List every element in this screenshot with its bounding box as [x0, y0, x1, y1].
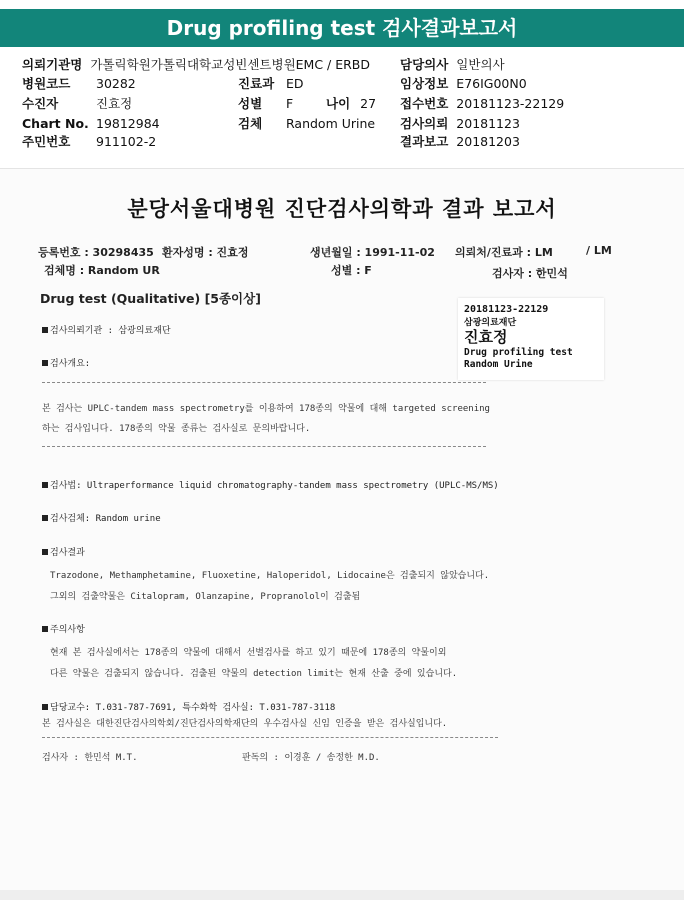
receipt-field: 접수번호 20181123-22129	[400, 96, 565, 111]
referral-dept: / LM	[586, 244, 612, 257]
bullet-square-icon	[42, 549, 48, 555]
referral: 의뢰처/진료과 : LM	[455, 246, 553, 259]
test-name: Drug test (Qualitative) [5종이상]	[40, 291, 261, 306]
bullet-square-icon	[42, 360, 48, 366]
tester-line: 검사자 : 한민석 M.T.	[42, 753, 138, 763]
bullet-square-icon	[42, 626, 48, 632]
divider	[42, 382, 486, 383]
notes-line-1: 현재 본 검사실에서는 178종의 약물에 대해서 선별검사를 하고 있기 때문에 178종의 약물이외	[50, 648, 447, 658]
req-date-field: 검사의뢰 20181123	[400, 116, 520, 131]
sticker-name: 진효정	[464, 328, 508, 346]
sticker-receipt: 20181123-22129	[464, 304, 549, 315]
overview-line-1: 본 검사는 UPLC-tandem mass spectrometry를 이용하여 178종의 약물에 대해 targeted screening	[42, 404, 490, 414]
section-notes: 주의사항	[42, 622, 85, 635]
certification-line: 본 검사실은 대한진단검사의학회/진단검사의학재단의 우수검사실 신임 인증을 받은 검사실입니다.	[42, 719, 448, 729]
patient-field: 수진자	[22, 96, 59, 111]
birth-date: 생년월일 : 1991-11-02	[310, 246, 435, 259]
sex-value: F	[286, 96, 294, 111]
sticker-org: 삼광의료재단	[464, 318, 517, 328]
clinical-field: 임상정보 E76IG00N0	[400, 76, 527, 91]
sticker-test: Drug profiling test	[464, 347, 573, 358]
hosp-code-field: 병원코드	[22, 76, 71, 91]
bullet-square-icon	[42, 704, 48, 710]
specimen-field: 검체	[238, 116, 263, 131]
chart-field: Chart No.	[22, 116, 89, 131]
dept-field: 진료과	[238, 76, 275, 91]
req-inst-field: 의뢰기관명 가톨릭학원가톨릭대학교성빈센트병원EMC / ERBD	[22, 57, 371, 72]
result-line-2: 그외의 검출약물은 Citalopram, Olanzapine, Propranolol이 검출됨	[50, 592, 361, 602]
patient-value: 진효정	[96, 96, 133, 111]
report-date-field: 결과보고 20181203	[400, 134, 520, 149]
section-overview: 검사개요:	[42, 356, 90, 369]
age-field: 나이 27	[326, 96, 377, 111]
dept-value: ED	[286, 76, 304, 91]
sticker-specimen: Random Urine	[464, 359, 533, 370]
notes-line-2: 다른 약물은 검출되지 않습니다. 검출된 약물의 detection limit는 현재 산출 중에 있습니다.	[50, 669, 458, 679]
divider	[42, 446, 486, 447]
report-banner-title: Drug profiling test 검사결과보고서	[0, 9, 684, 47]
report-inspector: 검사자 : 한민석	[492, 267, 568, 280]
rrn-field: 주민번호	[22, 134, 71, 149]
result-line-1: Trazodone, Methamphetamine, Fluoxetine, Haloperidol, Lidocaine은 검출되지 않았습니다.	[50, 571, 490, 581]
section-result: 검사결과	[42, 545, 85, 558]
bullet-square-icon	[42, 482, 48, 488]
doctor-field: 담당의사 일반의사	[400, 57, 505, 72]
divider	[42, 737, 498, 738]
chart-value: 19812984	[96, 116, 160, 131]
report-specimen: 검체명 : Random UR	[44, 264, 160, 277]
hosp-code-value: 30282	[96, 76, 136, 91]
section-method: 검사법: Ultraperformance liquid chromatography-tandem mass spectrometry (UPLC-MS/MS)	[42, 478, 499, 491]
bullet-square-icon	[42, 327, 48, 333]
bullet-square-icon	[42, 515, 48, 521]
sex-field: 성별	[238, 96, 263, 111]
report-sex: 성별 : F	[331, 264, 372, 277]
section-inst: 검사의뢰기관 : 삼광의료재단	[42, 323, 171, 336]
specimen-sticker	[458, 298, 604, 380]
reviewer-line: 판독의 : 이경훈 / 송정한 M.D.	[242, 753, 380, 763]
reg-no: 등록번호 : 30298435	[38, 246, 154, 259]
report-title: 분당서울대병원 진단검사의학과 결과 보고서	[127, 197, 557, 221]
patient-name: 환자성명 : 진효정	[162, 246, 249, 259]
section-specimen: 검사검체: Random urine	[42, 511, 161, 524]
rrn-value: 911102-2	[96, 134, 157, 149]
overview-line-2: 하는 검사입니다. 178종의 약물 종류는 검사실로 문의바랍니다.	[42, 424, 311, 434]
page-bottom-gap	[0, 890, 684, 900]
section-contact: 담당교수: T.031-787-7691, 특수화학 검사실: T.031-787-3118	[42, 700, 335, 713]
specimen-value: Random Urine	[286, 116, 376, 131]
